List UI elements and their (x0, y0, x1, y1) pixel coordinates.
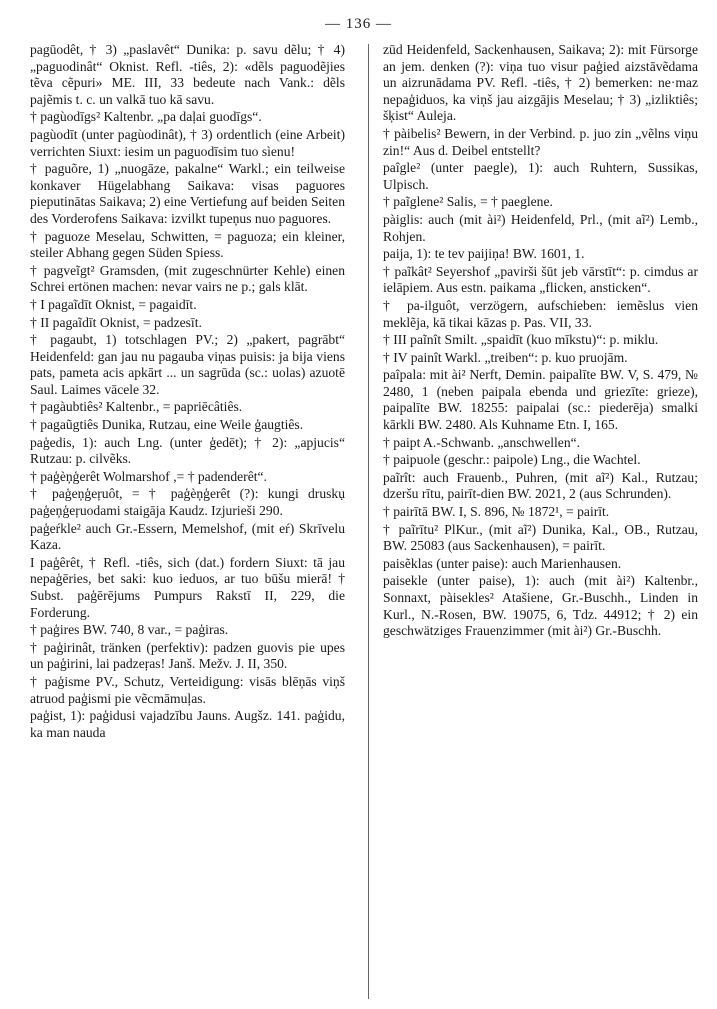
entry-pagveigt: † pagveĩgt² Gramsden, (mit zugeschnürter Kehle) einen Schrei ertönen machen: nevar vairs ne p.; gals klāt. (30, 262, 345, 295)
entry-pagengeret: † paģèņģerêt Wolmarshof ,= † padenderêt“. (30, 468, 267, 484)
entry-pa-ilguot: † pa-ilguôt, verzögern, aufschieben: iemẽslus vien meklẽja, kā tikai kāzas p. Pas. VII, 33. (383, 297, 698, 330)
entry-paguodet: pagūodêt, † 3) „paslavêt“ Dunika: p. savu dẽlu; † 4) „paguodinât“ Oknist. Refl. -tiês, 2): «dẽls paguodẽjies tẽva cẽpuri» ME. III, 33 bedeute nach Vank.: dẽls pajẽmis t. c. un valkā tuo kā savu. (30, 42, 345, 107)
entry-pairit: paĩrît: auch Frauenb., Puhren, (mit aĩ²) Kal., Rutzau; dzeršu rītu, pairīt-dien BW. 2021, 2 (aus Schrunden). (383, 469, 698, 502)
entry-pageret: I paģêrêt, † Refl. -tiês, sich (dat.) fordern Siuxt: tā jau nepaģēries, bet saki: kuo ieduos, ar tuo būšu mierā! † Subst. paģērējums Pumpurs Rakstī II, 229, die Forderung. (30, 554, 345, 620)
entry-pairita: † pairītā BW. I, S. 896, № 1872¹, = pairīt. (383, 504, 610, 520)
entry-paguoze: † paguoze Meselau, Schwitten, = paguoza; ein kleiner, steiler Abhang gegen Süden Spiess. (30, 228, 345, 261)
entry-pagires: † paģires BW. 740, 8 var., = paģiras. (30, 622, 229, 638)
entry-pagengeruot: † paģeņģeŗuôt, = † paģèņģerêt (?): kungi druskụ paģeņģeŗuodami staigāja Kaudz. Izjurieši 290. (30, 486, 345, 519)
entry-paiglene: † paĩglene² Salis, = † paeglene. (383, 194, 553, 210)
entry-pagedis: paģedis, 1): auch Lng. (unter ģedēt); † 2): „apjucis“ Rutzau: p. cilvẽks. (30, 434, 345, 467)
entry-paguore: † paguõre, 1) „nuogāze, pakalne“ Warkl.; ein teilweise konkaver Hügelabhang Saikava: visas paguores pieputinātas Saikava; 2) eine Vertiefung auf beiden Seiten des Vorderofens Saikava: izvilkt tupeņus nuo paguores. (30, 161, 345, 226)
entry-paiseklas: paisẽklas (unter paise): auch Marienhausen. (383, 555, 622, 571)
column-divider (368, 44, 369, 999)
entry-painit-3: † III paĩnît Smilt. „spaidīt (kuo mīkstu)“: p. miklu. (383, 332, 659, 348)
entry-paipt: † paipt A.-Schwanb. „anschwellen“. (383, 434, 581, 450)
entry-pagist: paģist, 1): paģidusi vajadzību Jauns. Augšz. 141. paģidu, ka man nauda (30, 708, 345, 740)
entry-paguodit: pagùodīt (unter pagùodinât), † 3) ordentlich (eine Arbeit) verrichten Siuxt: iesim un paguodīsim tuo sìenu! (30, 126, 345, 159)
entry-paija: paija, 1): te tev paijiņa! BW. 1601, 1. (383, 246, 585, 262)
page-number: — 136 — (325, 16, 392, 32)
entry-paipala: paîpala: mit ài² Nerft, Demin. paipalīte BW. V, S. 479, № 2480, 1 (neben paipala ebenda und griezīte: grieze), paipalīte BW. 18255: paipalai (sc.: piederēja) smalki kārkli BW. 2480. Als Kuhname Etn. I, 165. (383, 367, 698, 433)
entry-pagirinat: † paģirinât, tränken (perfektiv): padzen guovis pie upes un paģirini, lai padzeŗas! Janš. Mežv. J. II, 350. (30, 639, 345, 672)
entry-pagisme: † paģisme PV., Schutz, Verteidigung: visās blēņās viņš atruod paģismi pie vẽcmāmuļas. (30, 673, 345, 706)
left-column (30, 42, 345, 742)
entry-pagaubt: † pagaubt, 1) totschlagen PV.; 2) „pakert, pagrābt“ Heidenfeld: gan jau nu pagauba viņas puisis: ja bija viens pats, pameta acis apkārt ... un sagrūda (sc.: uolas) azuotē Saul. Laimes vācele 32. (30, 332, 345, 397)
right-column (383, 42, 698, 641)
entry-painit-4: † IV painît Warkl. „treiben“: p. kuo pruojām. (383, 349, 628, 365)
entry-pagaubties: † pagàubtiês² Kaltenbr., = papriēcâtiês. (30, 399, 243, 415)
entry-pagaidit-2: † II pagaĩdīt Oknist, = padzesīt. (30, 314, 202, 330)
entry-pairitu: † paĩrītu² PlKur., (mit aĩ²) Dunika, Kal., OB., Rutzau, BW. 25083 (aus Sackenhausen), = pairīt. (383, 521, 698, 554)
entry-pagist-continued: zūd Heidenfeld, Sackenhausen, Saikava; 2): mit Fürsorge an jem. denken (?): viņa tuo visur paģied aizstāvẽdama un aizrunādama PV. Refl. -tiês, † 2) bemerken: ne·maz nepaģiduos, ka viņš jau aizgājis Meselau; † 3) „izliktiês; šķist“ Auleja. (383, 42, 698, 124)
entry-pagerkle: paģeŕkle² auch Gr.-Essern, Memelshof, (mit eŕ) Skrīvelu Kaza. (30, 520, 345, 553)
entry-paibelis: † pàibelis² Bewern, in der Verbind. p. juo zin „vẽlns viņu zin!“ Aus d. Deibel entstellt? (383, 125, 698, 158)
entry-paiglis: pàiglis: auch (mit ài²) Heidenfeld, Prl., (mit aĩ²) Lemb., Rohjen. (383, 211, 698, 244)
entry-paigle: paîgle² (unter paegle), 1): auch Ruhtern, Sussikas, Ulpisch. (383, 160, 698, 192)
entry-pagaugties: † pagaũgtiês Dunika, Rutzau, eine Weile ģaugtiês. (30, 417, 304, 433)
entry-paipuole: † paipuole (geschr.: paipole) Lng., die Wachtel. (383, 452, 641, 468)
entry-paikat: † paĩkât² Seyershof „pavirši šūt jeb vārstīt“: p. cimdus ar ielāpiem. Aus estn. paikama „flicken, ansticken“. (383, 263, 698, 296)
entry-paisekle: paisekle (unter paise), 1): auch (mit ài²) Kaltenbr., Sonnaxt, pàisekles² Atašiene, Gr.-Buschh., Linden in Kurl., N.-Rosen, BW. 19075, 6, Tdz. 44912; † 2) ein geschwätziges Frauenzimmer (mit ài²) Gr.-Buschh. (383, 573, 698, 639)
entry-paguodigs: † pagùodīgs² Kaltenbr. „pa daļai guodīgs“. (30, 109, 262, 125)
entry-pagaidit-1: † I pagaĩdīt Oknist, = pagaidīt. (30, 296, 197, 312)
